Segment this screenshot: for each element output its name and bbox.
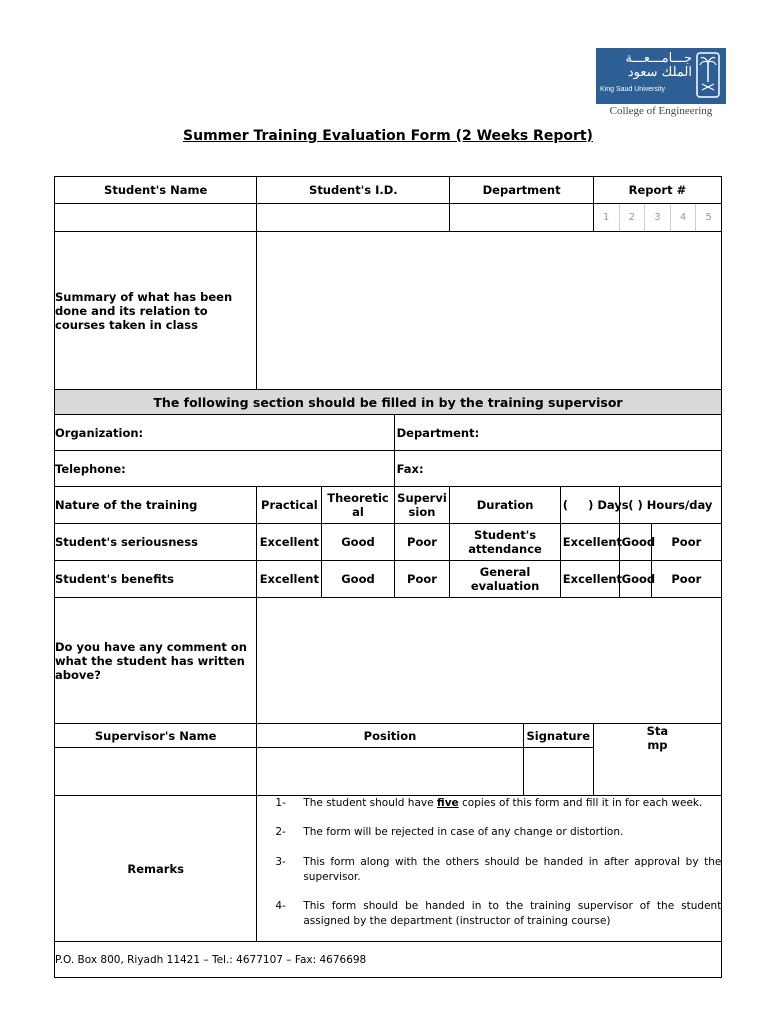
remark-text: This form should be handed in to the training supervisor of the student assigned by the department (instructor of training course) xyxy=(303,900,722,927)
attendance-good[interactable]: Good xyxy=(619,524,651,561)
college-name: College of Engineering xyxy=(609,105,713,117)
remark-item xyxy=(275,825,721,841)
remark-number: 3- xyxy=(275,856,286,868)
remark-emphasis: five xyxy=(436,797,459,809)
remark-item xyxy=(275,899,721,931)
logo-arabic-line2: الملك سعود xyxy=(627,65,692,80)
form-title: Summer Training Evaluation Form (2 Weeks Report) xyxy=(183,128,593,144)
student-id-header: Student's I.D. xyxy=(257,177,450,204)
practical-option[interactable]: Practical xyxy=(257,487,322,524)
benefits-poor[interactable]: Poor xyxy=(394,561,450,598)
duration-label: Duration xyxy=(450,487,560,524)
department-header: Department xyxy=(450,177,594,204)
comment-field[interactable] xyxy=(257,598,722,724)
attendance-label: Student's attendance xyxy=(450,524,560,561)
remarks-label: Remarks xyxy=(55,796,257,942)
general-poor[interactable]: Poor xyxy=(651,561,721,598)
logo-english-name: King Saud University xyxy=(600,86,665,93)
department-field[interactable] xyxy=(450,204,594,232)
position-field[interactable] xyxy=(257,748,523,796)
benefits-excellent[interactable]: Excellent xyxy=(257,561,322,598)
report-number-option[interactable]: 1 xyxy=(594,204,620,231)
remark-text: This form along with the others should be handed in after approval by the supervisor. xyxy=(303,856,722,883)
supervisor-name-header: Supervisor's Name xyxy=(55,724,257,748)
general-evaluation-label: General evaluation xyxy=(450,561,560,598)
remark-number: 2- xyxy=(275,826,286,838)
remark-text: The form will be rejected in case of any change or distortion. xyxy=(303,826,624,838)
days-field[interactable]: ( ) Days xyxy=(560,487,619,524)
summary-label: Summary of what has been done and its relation to courses taken in class xyxy=(55,232,257,390)
supervisor-section-header: The following section should be filled in by the training supervisor xyxy=(55,390,722,415)
report-number-option[interactable]: 4 xyxy=(671,204,697,231)
organization-label[interactable]: Organization: xyxy=(55,415,395,451)
remark-number: 4- xyxy=(275,900,286,912)
remark-number: 1- xyxy=(275,797,286,809)
telephone-label[interactable]: Telephone: xyxy=(55,451,395,487)
report-number-selector xyxy=(593,204,721,232)
signature-field[interactable] xyxy=(523,748,593,796)
evaluation-form-table xyxy=(54,176,722,978)
supervisor-name-field[interactable] xyxy=(55,748,257,796)
logo-arabic-line1: جـــامـــعـــة xyxy=(625,51,692,66)
general-excellent[interactable]: Excellent xyxy=(560,561,619,598)
general-good[interactable]: Good xyxy=(619,561,651,598)
comment-label: Do you have any comment on what the student has written above? xyxy=(55,598,257,724)
theoretical-option[interactable]: Theoretical xyxy=(322,487,394,524)
remark-text xyxy=(303,796,723,811)
report-number-option[interactable]: 5 xyxy=(705,212,712,223)
report-number-header: Report # xyxy=(593,177,721,204)
hours-per-day-field[interactable]: ( ) Hours/day xyxy=(619,487,721,524)
seriousness-label: Student's seriousness xyxy=(55,524,257,561)
remark-text-part: copies of this form and fill it in for each week. xyxy=(458,797,703,809)
report-number-option[interactable]: 2 xyxy=(620,204,646,231)
footer-address: P.O. Box 800, Riyadh 11421 – Tel.: 4677107 – Fax: 4676698 xyxy=(55,942,722,978)
student-name-field[interactable] xyxy=(55,204,257,232)
benefits-good[interactable]: Good xyxy=(322,561,394,598)
remark-item xyxy=(275,855,721,887)
supervision-option[interactable]: Supervision xyxy=(394,487,450,524)
remark-text-part: The student should have xyxy=(303,797,437,809)
student-id-field[interactable] xyxy=(257,204,450,232)
palm-emblem-icon xyxy=(696,52,720,98)
attendance-poor[interactable]: Poor xyxy=(651,524,721,561)
nature-label: Nature of the training xyxy=(55,487,257,524)
stamp-area[interactable]: Stamp xyxy=(593,724,721,796)
benefits-label: Student's benefits xyxy=(55,561,257,598)
seriousness-poor[interactable]: Poor xyxy=(394,524,450,561)
remark-item xyxy=(275,796,721,812)
remarks-list xyxy=(257,796,722,942)
fax-label[interactable]: Fax: xyxy=(394,451,721,487)
seriousness-excellent[interactable]: Excellent xyxy=(257,524,322,561)
summary-field[interactable] xyxy=(257,232,722,390)
signature-header: Signature xyxy=(523,724,593,748)
attendance-excellent[interactable]: Excellent xyxy=(560,524,619,561)
position-header: Position xyxy=(257,724,523,748)
student-name-header: Student's Name xyxy=(55,177,257,204)
seriousness-good[interactable]: Good xyxy=(322,524,394,561)
university-logo xyxy=(596,48,726,104)
supervisor-department-label[interactable]: Department: xyxy=(394,415,721,451)
report-number-option[interactable]: 3 xyxy=(645,204,671,231)
